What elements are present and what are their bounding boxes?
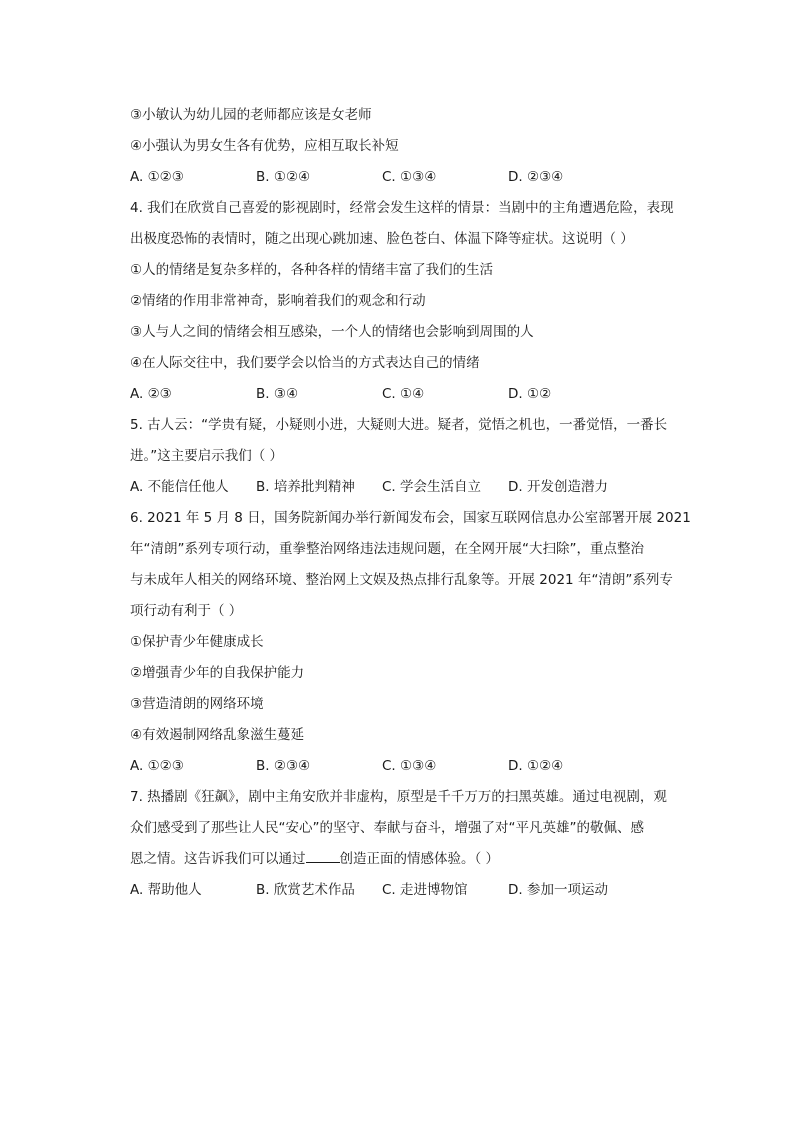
q6-item-3: ③营造清朗的网络环境 xyxy=(130,696,264,712)
q4-item-3: ③人与人之间的情绪会相互感染，一个人的情绪也会影响到周围的人 xyxy=(130,324,534,340)
q6-option-a: A. ①②③ xyxy=(130,758,184,774)
q5-option-d: D. 开发创造潜力 xyxy=(508,479,608,495)
q3-option-a: A. ①②③ xyxy=(130,169,184,185)
q3-item-3: ③小敏认为幼儿园的老师都应该是女老师 xyxy=(130,107,372,123)
q6-options xyxy=(130,751,700,782)
q6-item-2: ②增强青少年的自我保护能力 xyxy=(130,665,305,681)
q7-stem-text-before-blank: 恩之情。这告诉我们可以通过 xyxy=(130,851,306,867)
exam-page xyxy=(130,100,700,906)
q4-option-a: A. ②③ xyxy=(130,386,172,402)
q5-option-c: C. 学会生活自立 xyxy=(382,479,482,495)
q6-option-b: B. ②③④ xyxy=(256,758,311,774)
q5-option-b: B. 培养批判精神 xyxy=(256,479,355,495)
q7-stem-line-1: 7. 热播剧《狂飙》，剧中主角安欣并非虚构，原型是千千万万的扫黑英雄。通过电视剧，观 xyxy=(130,789,667,805)
q7-stem-text-after-blank: 创造正面的情感体验。（ ） xyxy=(339,851,500,867)
q7-stem-line-2: 众们感受到了那些让人民“安心”的坚守、奉献与奋斗，增强了对“平凡英雄”的敬佩、感 xyxy=(130,820,644,836)
q4-item-1: ①人的情绪是复杂多样的，各种各样的情绪丰富了我们的生活 xyxy=(130,262,494,278)
q4-options xyxy=(130,379,700,410)
q4-item-4: ④在人际交往中，我们要学会以恰当的方式表达自己的情绪 xyxy=(130,355,480,371)
q4-option-c: C. ①④ xyxy=(382,386,425,402)
q4-stem-line-1: 4. 我们在欣赏自己喜爱的影视剧时，经常会发生这样的情景：当剧中的主角遭遇危险，表现 xyxy=(130,200,674,216)
q6-stem-line-1: 6. 2021 年 5 月 8 日，国务院新闻办举行新闻发布会，国家互联网信息办公室部署开展 2021 xyxy=(130,510,691,526)
answer-blank xyxy=(306,848,340,863)
q7-option-b: B. 欣赏艺术作品 xyxy=(256,882,355,898)
q5-stem-line-2: 进。”这主要启示我们（ ） xyxy=(130,448,284,464)
q4-option-d: D. ①② xyxy=(508,386,552,402)
q6-item-4: ④有效遏制网络乱象滋生蔓延 xyxy=(130,727,305,743)
q4-option-b: B. ③④ xyxy=(256,386,299,402)
q7-option-d: D. 参加一项运动 xyxy=(508,882,608,898)
q3-option-b: B. ①②④ xyxy=(256,169,311,185)
q6-option-d: D. ①②④ xyxy=(508,758,564,774)
q5-options xyxy=(130,472,700,503)
q6-item-1: ①保护青少年健康成长 xyxy=(130,634,264,650)
q3-options xyxy=(130,162,700,193)
q7-options xyxy=(130,875,700,906)
q4-item-2: ②情绪的作用非常神奇，影响着我们的观念和行动 xyxy=(130,293,426,309)
q5-stem-line-1: 5. 古人云：“学贵有疑，小疑则小进，大疑则大进。疑者，觉悟之机也，一番觉悟，一番长 xyxy=(130,417,668,433)
q7-option-c: C. 走进博物馆 xyxy=(382,882,468,898)
q5-option-a: A. 不能信任他人 xyxy=(130,479,229,495)
q3-option-d: D. ②③④ xyxy=(508,169,564,185)
q3-item-4: ④小强认为男女生各有优势，应相互取长补短 xyxy=(130,138,399,154)
q4-stem-line-2: 出极度恐怖的表情时，随之出现心跳加速、脸色苍白、体温下降等症状。这说明（ ） xyxy=(130,231,634,247)
q6-stem-line-2: 年“清朗”系列专项行动，重拳整治网络违法违规问题，在全网开展“大扫除”，重点整治 xyxy=(130,541,644,557)
q7-option-a: A. 帮助他人 xyxy=(130,882,202,898)
q3-option-c: C. ①③④ xyxy=(382,169,437,185)
q7-stem-line-3 xyxy=(130,844,700,875)
q6-stem-line-3: 与未成年人相关的网络环境、整治网上文娱及热点排行乱象等。开展 2021 年“清朗”系列专 xyxy=(130,572,673,588)
q6-stem-line-4: 项行动有利于（ ） xyxy=(130,603,243,619)
q6-option-c: C. ①③④ xyxy=(382,758,437,774)
